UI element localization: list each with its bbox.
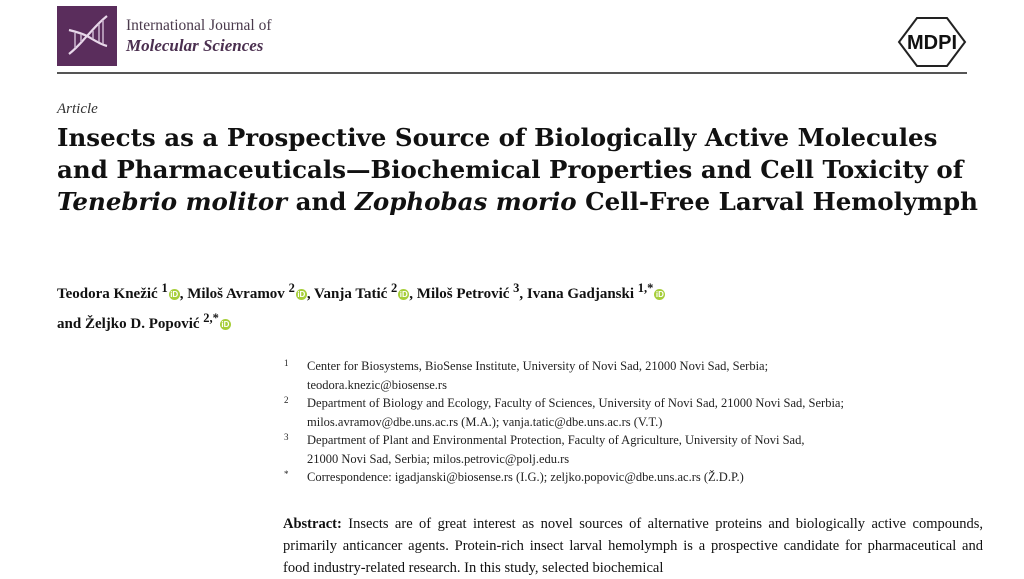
correspondence-line[interactable]: Correspondence: igadjanski@biosense.rs (I.G.); zeljko.popovic@dbe.uns.ac.rs (Ž.D.P.) (307, 470, 744, 484)
authors-joiner: and (57, 316, 82, 332)
journal-name (126, 16, 271, 56)
affiliation-email[interactable]: teodora.knezic@biosense.rs (307, 377, 447, 392)
author-affil-sup: 3 (513, 281, 520, 295)
title-part2: Cell-Free Larval Hemolymph (576, 187, 978, 216)
author-name[interactable]: Ivana Gadjanski (526, 286, 635, 302)
author-name[interactable]: Miloš Petrović (416, 286, 510, 302)
author-name[interactable]: Miloš Avramov (187, 286, 285, 302)
mdpi-logo (893, 16, 971, 73)
affiliation-number: 3 (284, 432, 289, 442)
abstract-label: Abstract: (283, 516, 342, 532)
orcid-icon[interactable]: iD (655, 290, 664, 299)
orcid-icon[interactable]: iD (399, 290, 408, 299)
title-and: and (287, 187, 355, 216)
article-type: Article (57, 101, 98, 117)
affiliation-line: Department of Biology and Ecology, Faculty of Sciences, University of Novi Sad, 21000 Novi Sad, Serbia; (307, 396, 844, 410)
author-name[interactable]: Vanja Tatić (314, 286, 388, 302)
orcid-icon[interactable]: iD (170, 290, 179, 299)
author-separator: , (409, 286, 417, 302)
affiliation-line: 21000 Novi Sad, Serbia; milos.petrovic@polj.edu.rs (307, 451, 570, 466)
affiliation-item (282, 468, 982, 487)
affiliation-number: * (284, 469, 289, 479)
journal-name-line1: International Journal of (126, 17, 272, 34)
affiliation-number: 1 (284, 358, 289, 368)
abstract-text: Insects are of great interest as novel sources of alternative proteins and biologically active compounds, primarily anticancer agents. Protein-rich insect larval hemolymph is a prospective candidate for pharmaceutical and food industry-related research. In this study, selected biochemical (283, 516, 983, 576)
affiliation-line: Department of Plant and Environmental Protection, Faculty of Agriculture, University of Novi Sad, (307, 433, 805, 447)
header-rule (57, 72, 967, 74)
article-title (57, 122, 987, 218)
affiliation-email[interactable]: milos.avramov@dbe.uns.ac.rs (M.A.); vanja.tatic@dbe.uns.ac.rs (V.T.) (307, 414, 663, 429)
author-affil-sup: 2 (391, 281, 398, 295)
mdpi-logo-text: MDPI (907, 32, 957, 54)
author-affil-sup: 1 (161, 281, 168, 295)
author-affil-sup: 2,* (203, 311, 219, 325)
title-part1: Insects as a Prospective Source of Biologically Active Molecules and Pharmaceuticals—Biochemical Properties and Cell Toxicity of (57, 123, 964, 184)
affiliation-item (282, 394, 982, 431)
author-affil-sup: 2 (288, 281, 295, 295)
title-species2: Zophobas morio (354, 187, 577, 216)
affiliation-item (282, 357, 982, 394)
title-species1: Tenebrio molitor (57, 187, 288, 216)
author-affil-sup: 1,* (637, 281, 654, 295)
affiliation-line: Center for Biosystems, BioSense Institute, University of Novi Sad, 21000 Novi Sad, Serbia; (307, 359, 769, 373)
journal-name-line2: Molecular Sciences (126, 36, 264, 55)
author-separator: , (519, 286, 527, 302)
author-list (57, 276, 977, 336)
affiliations-list (282, 357, 982, 487)
orcid-icon[interactable]: iD (297, 290, 306, 299)
abstract (283, 513, 983, 579)
author-name[interactable]: Željko D. Popović (84, 316, 200, 332)
author-separator: , (179, 286, 188, 302)
affiliation-number: 2 (284, 395, 289, 405)
author-separator: , (306, 286, 315, 302)
orcid-icon[interactable]: iD (221, 320, 230, 329)
affiliation-item (282, 431, 982, 468)
journal-logo-dna-icon (57, 6, 117, 66)
author-name[interactable]: Teodora Knežić (57, 286, 158, 302)
